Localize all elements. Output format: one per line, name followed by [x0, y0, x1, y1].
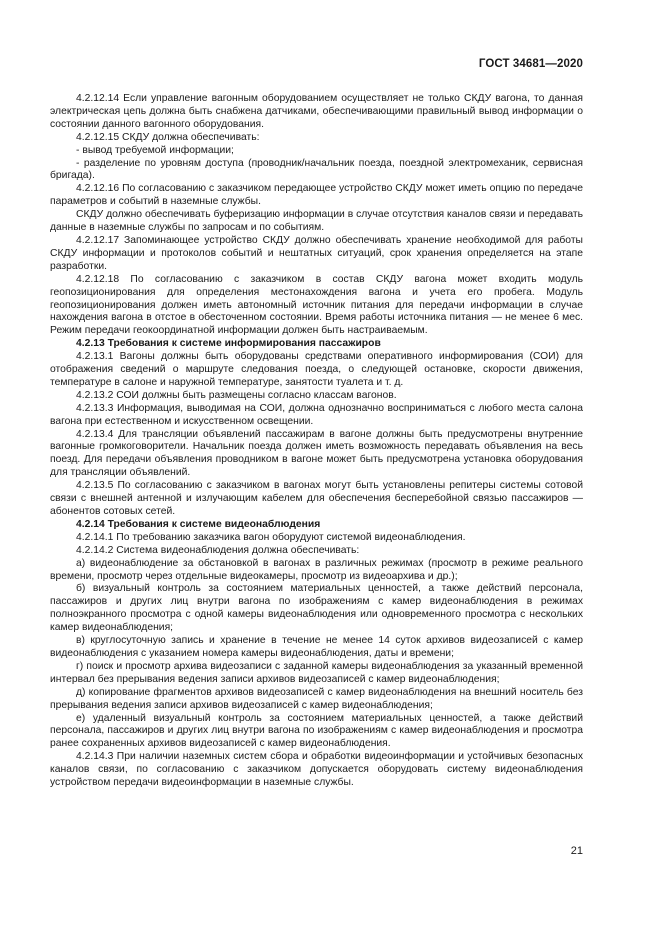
paragraph: 4.2.13.5 По согласованию с заказчиком в вагонах могут быть установлены репитеры системы сотовой связи с внешней антенной и излучающим кабелем для обеспечения бесперебойной связью пассажиров — абонентов сотовых сетей.	[50, 480, 583, 517]
paragraph: 4.2.12.16 По согласованию с заказчиком передающее устройство СКДУ может иметь опцию по передаче параметров и событий в наземные службы.	[50, 183, 583, 208]
paragraph: 4.2.12.15 СКДУ должна обеспечивать:	[76, 131, 260, 143]
paragraph: 4.2.14.1 По требованию заказчика вагон оборудуют системой видеонаблюдения.	[76, 531, 466, 543]
paragraph: 4.2.14.3 При наличии наземных систем сбора и обработки видеоинформации и устойчивых безопасных каналов связи, по согласованию с заказчиком допускается оборудовать систему видеонаблюдения устройством передачи видеоинформации в наземные службы.	[50, 751, 583, 789]
paragraph: 4.2.13.1 Вагоны должны быть оборудованы средствами оперативного информирования (СОИ) для отображения сведений о маршруте следования поезда, о следующей остановке, скорости движения, температуре в салоне и наружной температуре, занятости туалета и т. д.	[50, 351, 583, 388]
list-item: - вывод требуемой информации;	[76, 144, 234, 156]
section-heading: 4.2.13 Требования к системе информирования пассажиров	[76, 338, 381, 350]
paragraph: 4.2.13.3 Информация, выводимая на СОИ, должна однозначно восприниматься с любого места салона вагона при естественном и искусственном освещении.	[50, 402, 583, 427]
paragraph: СКДУ должно обеспечивать буферизацию информации в случае отсутствия каналов связи и передавать данные в наземные службы по запросам и по событиям.	[50, 209, 583, 234]
list-item: - разделение по уровням доступа (проводник/начальник поезда, поездной электромеханик, сервисная бригада).	[50, 157, 583, 182]
paragraph: 4.2.12.17 Запоминающее устройство СКДУ должно обеспечивать хранение необходимой для работы СКДУ информации и протоколов событий и нештатных ситуаций, срок хранения определяется на этапе разработки.	[50, 234, 583, 272]
standard-header: ГОСТ 34681—2020	[478, 58, 583, 70]
page-number: 21	[570, 845, 583, 857]
list-item: б) визуальный контроль за состоянием материальных ценностей, а также действий персонала, пассажиров и других лиц внутри вагона по изображениям с камер видеонаблюдения в режимах полноэкранного просмотра с одной камеры видеонаблюдения или одновременного просмотра с нескольких камер видеонаблюдения;	[50, 583, 583, 634]
list-item: а) видеонаблюдение за обстановкой в вагонах в различных режимах (просмотр в режиме реального времени, просмотр через отдельные видеокамеры, просмотр из видеоархива и др.);	[50, 557, 583, 582]
paragraph: 4.2.12.14 Если управление вагонным оборудованием осуществляет не только СКДУ вагона, то данная электрическая цепь должна быть снабжена датчиками, обеспечивающими правильный вывод информации о состоянии данного вагонного оборудования.	[50, 93, 583, 130]
list-item: д) копирование фрагментов архивов видеозаписей с камер видеонаблюдения на внешний носитель без прерывания ведения записи архивов видеозаписей с камер видеонаблюдения;	[50, 686, 583, 711]
paragraph: 4.2.13.2 СОИ должны быть размещены согласно классам вагонов.	[76, 389, 397, 401]
document-body	[50, 93, 583, 790]
list-item: е) удаленный визуальный контроль за состоянием материальных ценностей, а также действий персонала, пассажиров и других лиц внутри вагона по изображениям с камер видеонаблюдения и просмотра ранее сохраненных архивов видеозаписей с камер видеонаблюдения.	[50, 712, 583, 750]
list-item: в) круглосуточную запись и хранение в течение не менее 14 суток архивов видеозаписей с камер видеонаблюдения с указанием номера камеры видеонаблюдения, даты и времени;	[50, 635, 583, 659]
paragraph: 4.2.12.18 По согласованию с заказчиком в состав СКДУ вагона может входить модуль геопозиционирования для определения местонахождения вагона и учета его пробега. Модуль геопозиционирования должен иметь автономный источник питания для передачи информации в случае нахождения вагона в отстое в обесточенном состоянии. Время работы источника питания — не менее 6 мес. Режим передачи геокоординатной информации должен быть настраиваемым.	[50, 273, 583, 337]
section-heading: 4.2.14 Требования к системе видеонаблюдения	[76, 518, 321, 530]
paragraph: 4.2.14.2 Система видеонаблюдения должна обеспечивать:	[76, 544, 360, 556]
list-item: г) поиск и просмотр архива видеозаписи с заданной камеры видеонаблюдения за указанный временной интервал без прерывания ведения записи архивов видеозаписей с камер видеонаблюдения;	[50, 660, 583, 685]
paragraph: 4.2.13.4 Для трансляции объявлений пассажирам в вагоне должны быть предусмотрены внутренние вагонные громкоговорители. Начальник поезда должен иметь возможность передавать объявления на весь поезд. Для передачи объявления проводником в вагоне может быть предусмотрена установка оборудования для трансляции объявлений.	[50, 428, 583, 479]
